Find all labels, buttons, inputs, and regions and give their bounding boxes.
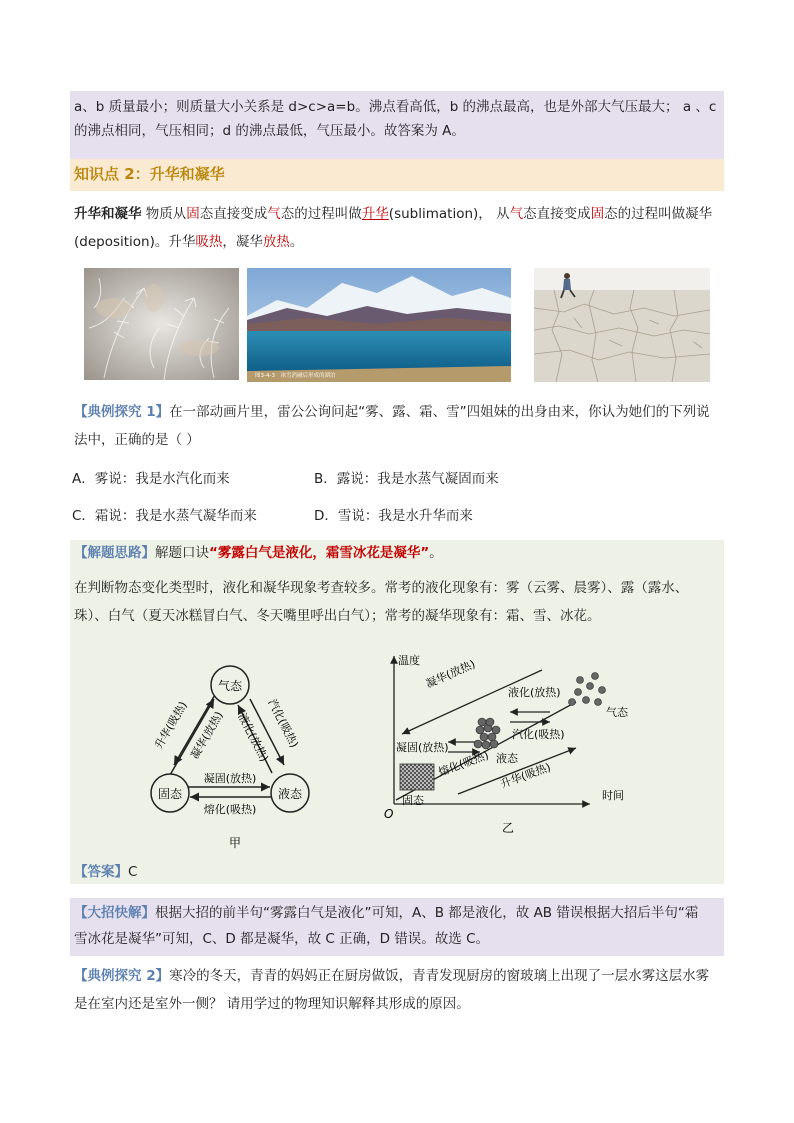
solid-label: 固态	[157, 787, 183, 801]
quick-solution-block	[70, 898, 724, 956]
def-t4: (sublimation)， 从	[388, 206, 510, 222]
option-a: A．雾说：我是水汽化而来	[72, 471, 230, 487]
liquid-label: 液态	[277, 787, 303, 801]
keyword-solid-2: 固	[590, 206, 605, 222]
chart-liquefaction-label: 液化(放热)	[508, 686, 561, 699]
solution-tag: 【解题思路】	[74, 545, 155, 561]
solution-mnemonic: “雾露白气是液化，霜雪冰花是凝华”	[209, 545, 430, 561]
definition-paragraph	[70, 200, 724, 256]
def-t3: 态的过程叫做	[280, 206, 362, 222]
melting-label: 熔化(吸热)	[203, 803, 257, 816]
example-2-line-2: 是在室内还是室外一侧？ 请用学过的物理知识解释其形成的原因。	[74, 996, 470, 1012]
chart-solid-label: 固态	[402, 794, 424, 807]
chart-melting-label: 熔化(吸热)	[436, 748, 491, 779]
deposition-label: 凝华(放热)	[188, 709, 226, 762]
example-1-line-2: 法中，正确的是（ ）	[74, 432, 200, 448]
liquefaction-label: 液化(放热)	[235, 711, 271, 764]
keyword-gas-1: 气	[267, 206, 281, 222]
diagram-a-caption: 甲	[228, 836, 242, 850]
example-2-text-1: 寒冷的冬天，青青的妈妈正在厨房做饭，青青发现厨房的窗玻璃上出现了一层水雾这层水雾	[169, 968, 710, 984]
keyword-gas-2: 气	[509, 206, 524, 222]
example-2-question	[70, 962, 724, 1018]
chart-sublimation-label: 升华(吸热)	[498, 760, 553, 791]
solution-para-line-2: 珠）、白气（夏天冰糕冒白气、冬天嘴里呼出白气）；常考的凝华现象有：霜、雪、冰花。	[74, 608, 601, 624]
def-t8: ，凝华	[222, 234, 263, 250]
option-b: B．露说：我是水蒸气凝固而来	[314, 471, 499, 487]
quick-tag: 【大招快解】	[74, 905, 155, 921]
quick-text-1: 根据大招的前半句“雾露白气是液化”可知，A、B 都是液化，故 AB 错误根据大招后半句“霜	[155, 905, 699, 921]
solution-end: 。	[429, 545, 443, 561]
example-2-tag: 【典例探究 2】	[74, 968, 170, 984]
temperature-axis-label: 温度	[398, 654, 420, 667]
example-1-text: 在一部动画片里，雷公公询问起“雾、露、霜、雪”四姐妹的出身由来，你认为她们的下列说	[169, 404, 710, 420]
phase-triangle-diagram	[140, 655, 340, 855]
solid-particles-block	[400, 764, 434, 790]
solution-line-1	[70, 540, 724, 566]
snow-mountain-lake-photo	[247, 268, 511, 382]
gas-particles-cluster	[569, 673, 606, 706]
previous-answer-line-1: a、b 质量最小；则质量大小关系是 d>c>a=b。沸点看高低，b 的沸点最高，也是外部大气压最大； a 、c	[74, 99, 717, 115]
chart-deposition-label: 凝华(放热)	[423, 657, 478, 691]
definition-term: 升华和凝华	[74, 206, 142, 222]
def-t9: 。	[289, 234, 304, 250]
option-d: D．雪说：我是水升华而来	[314, 508, 473, 524]
previous-answer-block	[70, 91, 724, 163]
time-axis-label: 时间	[602, 789, 624, 802]
def-t7: (deposition)。升华	[74, 234, 196, 250]
chart-liquid-label: 液态	[496, 752, 518, 765]
previous-answer-line-2: 的沸点相同，气压相同；d 的沸点最低，气压最小。故答案为 A。	[74, 123, 465, 139]
chart-vaporization-label: 汽化(吸热)	[512, 728, 565, 741]
keyword-release-heat: 放热	[262, 234, 290, 250]
sublimation-label: 升华(吸热)	[152, 699, 190, 752]
example-2-line-1	[70, 962, 724, 990]
origin-label: O	[384, 807, 394, 821]
dry-cracked-ground-photo	[534, 268, 710, 382]
solution-para-line-1: 在判断物态变化类型时，液化和凝华现象考查较多。常考的液化现象有：雾（云雾、晨雾）、露（露水、	[74, 580, 689, 596]
section-header	[70, 159, 724, 191]
gas-label: 气态	[217, 679, 243, 693]
vaporization-label: 汽化(吸热)	[265, 697, 301, 750]
definition-line-1	[70, 200, 724, 228]
quick-line-2: 雪冰花是凝华”可知，C、D 都是凝华，故 C 正确，D 错误。故选 C。	[74, 931, 490, 947]
phase-temperature-diagram	[380, 652, 640, 840]
keyword-absorb-heat: 吸热	[195, 234, 223, 250]
definition-line-2	[70, 228, 724, 256]
chart-gas-label: 气态	[606, 706, 628, 719]
answer-row	[70, 860, 724, 884]
keyword-solid-1: 固	[186, 206, 200, 222]
diagram-b-caption: 乙	[501, 821, 515, 835]
liquid-particles-cluster	[474, 718, 500, 749]
def-t5: 态直接变成	[523, 206, 591, 222]
keyword-sublimation: 升华	[361, 206, 389, 222]
chart-freezing-label: 凝固(放热)	[396, 741, 449, 754]
quick-line-1	[70, 900, 724, 926]
example-1-tag: 【典例探究 1】	[74, 404, 170, 420]
def-t6: 态的过程叫做凝华	[604, 206, 713, 222]
answer-value: C	[128, 864, 138, 880]
answer-tag: 【答案】	[74, 864, 128, 880]
option-c: C．霜说：我是水蒸气凝华而来	[72, 508, 257, 524]
answer-line	[70, 860, 724, 884]
example-1-line-1	[70, 398, 724, 426]
freezing-label: 凝固(放热)	[203, 772, 257, 785]
solution-lead: 解题口诀	[155, 545, 209, 561]
lake-photo-caption: 图3-4-3 冰雪消融后形成的湖泊	[255, 373, 336, 379]
example-1-question	[70, 398, 724, 454]
frost-pattern-photo	[84, 268, 239, 380]
def-t1: 物质从	[141, 206, 187, 222]
section-title: 知识点 2：升华和凝华	[74, 165, 225, 183]
def-t2: 态直接变成	[199, 206, 268, 222]
